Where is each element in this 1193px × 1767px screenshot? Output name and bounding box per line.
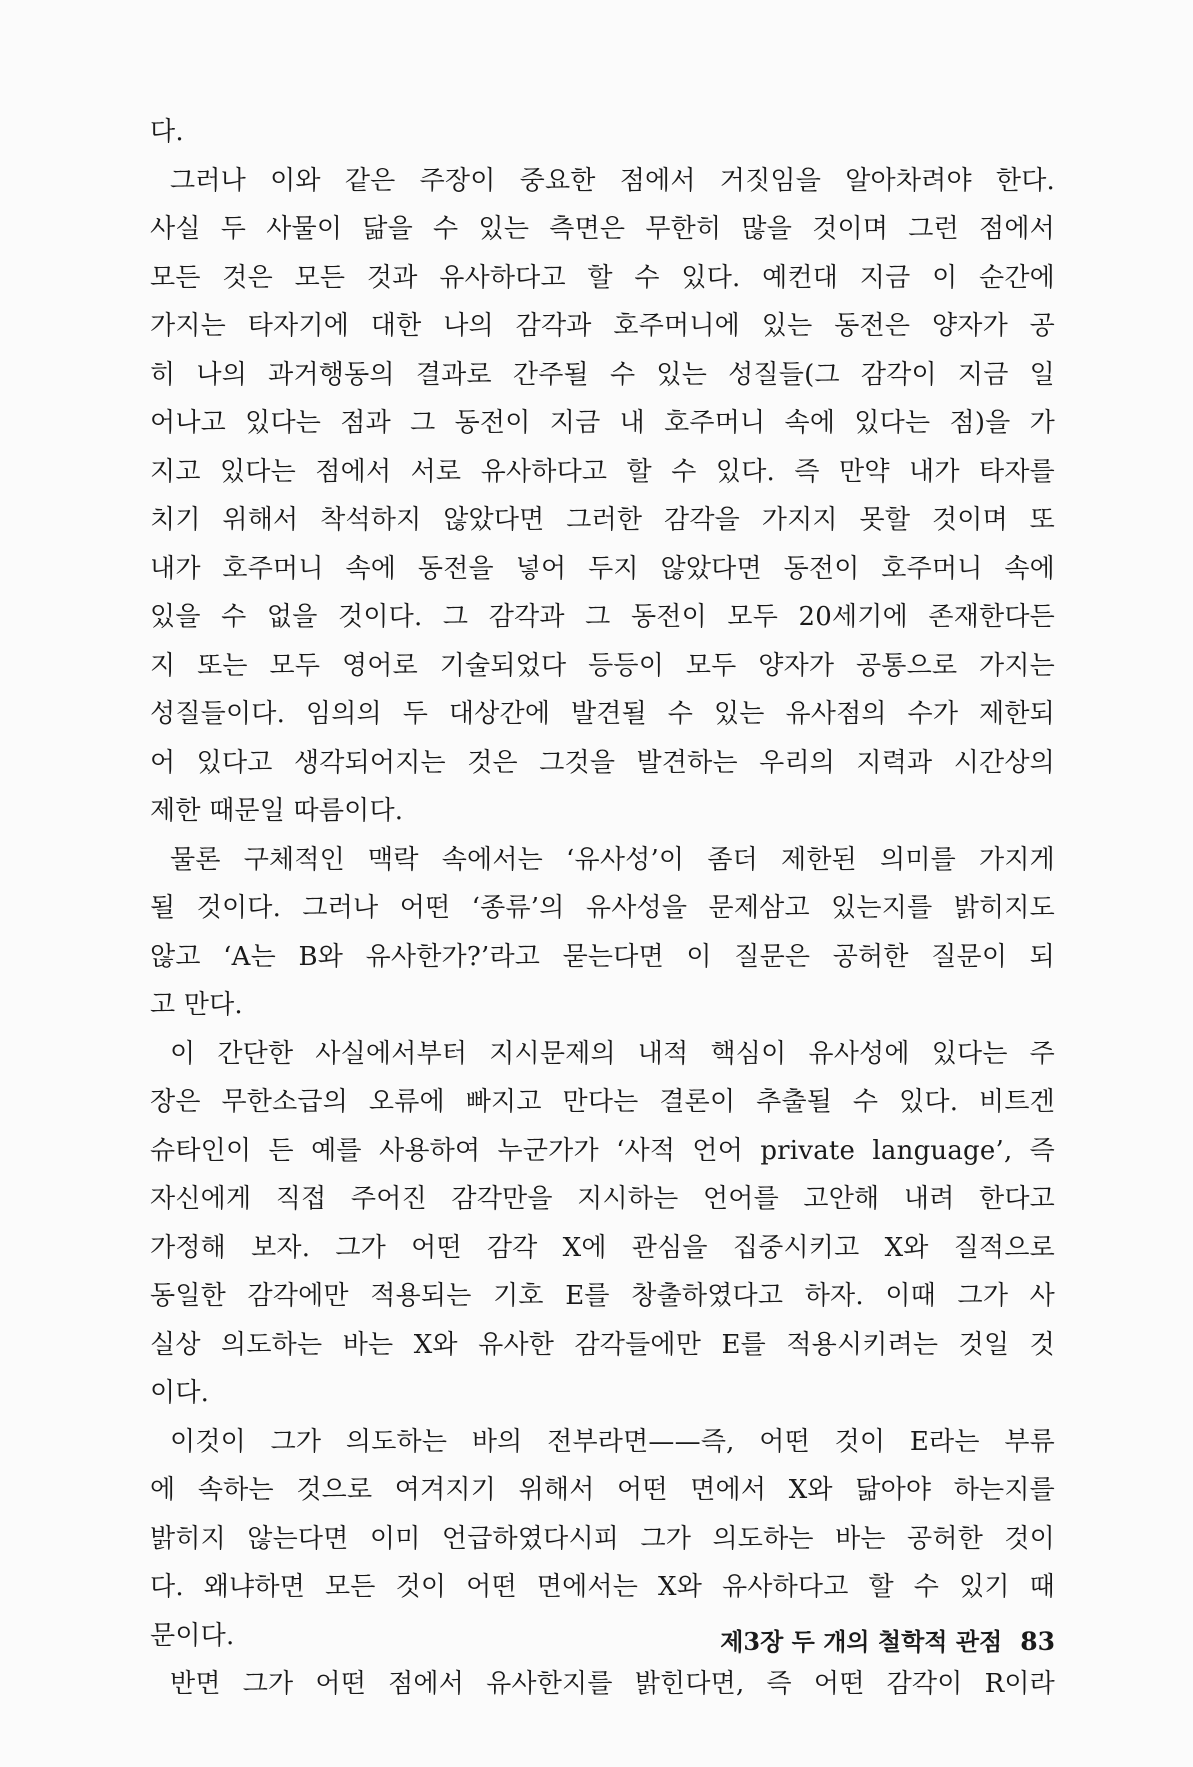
text-line: 장은 무한소급의 오류에 빠지고 만다는 결론이 추출될 수 있다. 비트겐 bbox=[150, 1087, 1055, 1117]
text-line: 가정해 보자. 그가 어떤 감각 X에 관심을 집중시키고 X와 질적으로 bbox=[150, 1232, 1055, 1263]
text-line: 사실 두 사물이 닮을 수 있는 측면은 무한히 많을 것이며 그런 점에서 bbox=[150, 214, 1055, 244]
text-line: 이것이 그가 의도하는 바의 전부라면——즉, 어떤 것이 E라는 부류 bbox=[170, 1426, 1055, 1457]
text-line: 어나고 있다는 점과 그 동전이 지금 내 호주머니 속에 있다는 점)을 가 bbox=[150, 408, 1055, 438]
text-line: 히 나의 과거행동의 결과로 간주될 수 있는 성질들(그 감각이 지금 일 bbox=[150, 359, 1055, 390]
chapter-title: 제3장 두 개의 철학적 관점 bbox=[720, 1627, 1003, 1656]
running-footer bbox=[150, 1622, 1055, 1657]
text-line: 문이다. bbox=[150, 1620, 235, 1651]
text-line: 물론 구체적인 맥락 속에서는 ‘유사성’이 좀더 제한된 의미를 가지게 bbox=[170, 844, 1055, 875]
text-line: 다. 왜냐하면 모든 것이 어떤 면에서는 X와 유사하다고 할 수 있기 때 bbox=[150, 1572, 1055, 1602]
text-line: 슈타인이 든 예를 사용하여 누군가가 ‘사적 언어 private language’, 즉 bbox=[150, 1135, 1055, 1166]
body-text bbox=[150, 108, 1055, 1709]
text-line: 반면 그가 어떤 점에서 유사한지를 밝힌다면, 즉 어떤 감각이 R이라 bbox=[170, 1669, 1055, 1699]
text-line: 지고 있다는 점에서 서로 유사하다고 할 수 있다. 즉 만약 내가 타자를 bbox=[150, 456, 1055, 487]
text-line: 내가 호주머니 속에 동전을 넣어 두지 않았다면 동전이 호주머니 속에 bbox=[150, 553, 1055, 584]
text-line: 가지는 타자기에 대한 나의 감각과 호주머니에 있는 동전은 양자가 공 bbox=[150, 311, 1055, 341]
text-line: 지 또는 모두 영어로 기술되었다 등등이 모두 양자가 공통으로 가지는 bbox=[150, 650, 1055, 681]
text-line: 이 간단한 사실에서부터 지시문제의 내적 핵심이 유사성에 있다는 주 bbox=[170, 1038, 1055, 1069]
text-line: 성질들이다. 임의의 두 대상간에 발견될 수 있는 유사점의 수가 제한되 bbox=[150, 699, 1055, 729]
text-line: 실상 의도하는 바는 X와 유사한 감각들에만 E를 적용시키려는 것일 것 bbox=[150, 1329, 1055, 1360]
text-line: 다. bbox=[150, 117, 184, 147]
text-line: 그러나 이와 같은 주장이 중요한 점에서 거짓임을 알아차려야 한다. bbox=[170, 165, 1055, 196]
text-line: 모든 것은 모든 것과 유사하다고 할 수 있다. 예컨대 지금 이 순간에 bbox=[150, 262, 1055, 293]
text-line: 동일한 감각에만 적용되는 기호 E를 창출하였다고 하자. 이때 그가 사 bbox=[150, 1281, 1055, 1311]
text-line: 고 만다. bbox=[150, 990, 243, 1020]
text-line: 어 있다고 생각되어지는 것은 그것을 발견하는 우리의 지력과 시간상의 bbox=[150, 747, 1055, 778]
text-line: 이다. bbox=[150, 1378, 210, 1408]
text-line: 않고 ‘A는 B와 유사한가?’라고 묻는다면 이 질문은 공허한 질문이 되 bbox=[150, 941, 1055, 972]
page-number: 83 bbox=[1020, 1627, 1055, 1656]
text-line: 있을 수 없을 것이다. 그 감각과 그 동전이 모두 20세기에 존재한다든 bbox=[150, 602, 1055, 632]
text-line: 자신에게 직접 주어진 감각만을 지시하는 언어를 고안해 내려 한다고 bbox=[150, 1184, 1055, 1214]
text-line: 밝히지 않는다면 이미 언급하였다시피 그가 의도하는 바는 공허한 것이 bbox=[150, 1523, 1055, 1554]
text-line: 치기 위해서 착석하지 않았다면 그러한 감각을 가지지 못할 것이며 또 bbox=[150, 505, 1055, 535]
text-line: 될 것이다. 그러나 어떤 ‘종류’의 유사성을 문제삼고 있는지를 밝히지도 bbox=[150, 893, 1055, 923]
text-line: 에 속하는 것으로 여겨지기 위해서 어떤 면에서 X와 닮아야 하는지를 bbox=[150, 1475, 1055, 1505]
text-line: 제한 때문일 따름이다. bbox=[150, 796, 404, 826]
